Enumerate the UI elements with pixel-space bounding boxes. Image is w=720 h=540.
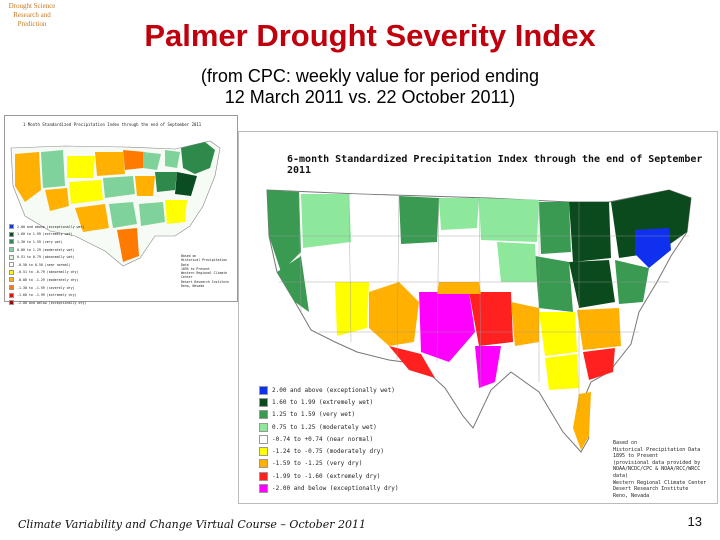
legend-item: [259, 396, 398, 408]
credit-line: Based on: [613, 440, 638, 446]
legend-label: 0.80 to 1.29 (moderately wet): [17, 247, 75, 252]
legend-label: -0.80 to -1.29 (moderately dry): [17, 277, 79, 282]
credit-line: Based on: [181, 254, 197, 258]
legend-item: [9, 291, 86, 299]
legend-item: [9, 231, 86, 239]
map-6-month-credit: [613, 440, 713, 499]
logo-line2: Research and Prediction: [13, 11, 51, 28]
legend-swatch: [9, 285, 14, 290]
slide-footer: Climate Variability and Change Virtual Course – October 2011: [18, 518, 366, 531]
credit-line: Western Regional Climate Center: [181, 271, 228, 280]
legend-item: [259, 445, 398, 457]
credit-line: 1895 to Present: [181, 266, 210, 271]
legend-label: 1.60 to 1.99 (extremely wet): [272, 398, 374, 406]
legend-label: 2.00 and above (exceptionally wet): [17, 224, 85, 229]
legend-swatch: [9, 262, 14, 267]
legend-label: 1.25 to 1.59 (very wet): [272, 411, 356, 419]
legend-swatch: [259, 447, 268, 456]
credit-line: Desert Research Institute: [181, 279, 229, 284]
legend-label: -1.59 to -1.25 (very dry): [272, 460, 363, 468]
logo-line1: Drought Science: [8, 2, 56, 10]
legend-swatch: [259, 386, 268, 395]
credit-line: Historical Precipitation Data: [613, 446, 701, 453]
legend-swatch: [9, 293, 14, 298]
legend-swatch: [259, 459, 268, 468]
legend-item: [259, 470, 398, 482]
map-6-month-title: 6-month Standardized Precipitation Index through the end of September 2011: [287, 154, 703, 176]
legend-swatch: [259, 423, 268, 432]
credit-line: Reno, Nevada: [613, 492, 650, 499]
legend-swatch: [9, 277, 14, 282]
legend-item: [259, 458, 398, 470]
legend-item: [9, 261, 86, 269]
course-logo: [6, 2, 58, 42]
legend-item: [259, 482, 398, 494]
map-1-month-title: 1 Month Standardized Precipitation Index through the end of September 2011: [23, 122, 202, 127]
legend-item: [259, 421, 398, 433]
legend-item: [9, 276, 86, 284]
legend-label: -1.30 to -1.59 (severely dry): [17, 285, 75, 290]
map-1-month-credit: [181, 254, 231, 288]
legend-label: 1.30 to 1.59 (very wet): [17, 239, 63, 244]
legend-label: -1.99 to -1.60 (extremely dry): [272, 472, 381, 480]
subtitle-line2: 12 March 2011 vs. 22 October 2011): [224, 87, 516, 107]
legend-label: -2.00 and below (exceptionally dry): [17, 300, 87, 305]
legend-label: -0.74 to +0.74 (near normal): [272, 435, 374, 443]
legend-swatch: [9, 224, 14, 229]
credit-line: Reno, Nevada: [181, 284, 205, 289]
legend-swatch: [9, 247, 14, 252]
map-1-month-legend: [9, 223, 86, 307]
legend-label: -0.51 to -0.79 (abnormally dry): [17, 270, 79, 275]
legend-label: -0.50 to 0.50 (near normal): [17, 262, 71, 267]
slide-subtitle: [60, 66, 680, 108]
legend-item: [9, 284, 86, 292]
legend-swatch: [9, 239, 14, 244]
credit-line: Western Regional Climate Center: [613, 479, 707, 486]
legend-swatch: [259, 410, 268, 419]
legend-swatch: [259, 472, 268, 481]
legend-item: [9, 253, 86, 261]
legend-swatch: [9, 232, 14, 237]
legend-swatch: [9, 300, 14, 305]
legend-item: [9, 269, 86, 277]
subtitle-line1: (from CPC: weekly value for period ending: [200, 66, 540, 86]
map-6-month-spi: [238, 131, 718, 504]
credit-line: (provisional data provided by: [613, 459, 701, 466]
map-6-month-legend: [259, 384, 398, 495]
legend-swatch: [9, 255, 14, 260]
credit-line: 1895 to Present: [613, 453, 659, 460]
legend-item: [9, 223, 86, 231]
legend-label: 1.60 to 1.99 (extremely wet): [17, 232, 73, 237]
legend-item: [9, 299, 86, 307]
legend-item: [9, 246, 86, 254]
legend-label: -2.00 and below (exceptionally dry): [272, 485, 399, 493]
legend-label: -1.60 to -1.99 (extremely dry): [17, 293, 77, 298]
credit-line: NOAA/NCDC/CPC & NOAA/RCC/WRCC data): [613, 466, 701, 479]
legend-label: 0.75 to 1.25 (moderately wet): [272, 423, 377, 431]
legend-item: [9, 238, 86, 246]
legend-label: 0.51 to 0.79 (abnormally wet): [17, 255, 75, 260]
legend-label: 2.00 and above (exceptionally wet): [272, 386, 395, 394]
credit-line: Desert Research Institute: [613, 486, 689, 493]
page-number: 13: [687, 514, 702, 529]
legend-swatch: [259, 484, 268, 493]
legend-item: [259, 433, 398, 445]
legend-item: [259, 409, 398, 421]
map-1-month-spi: [4, 115, 238, 305]
legend-item: [259, 384, 398, 396]
slide-title: Palmer Drought Severity Index: [144, 18, 596, 53]
credit-line: Historical Precipitation Data: [181, 258, 228, 267]
legend-label: -1.24 to -0.75 (moderately dry): [272, 448, 384, 456]
legend-swatch: [259, 398, 268, 407]
legend-swatch: [9, 270, 14, 275]
legend-swatch: [259, 435, 268, 444]
